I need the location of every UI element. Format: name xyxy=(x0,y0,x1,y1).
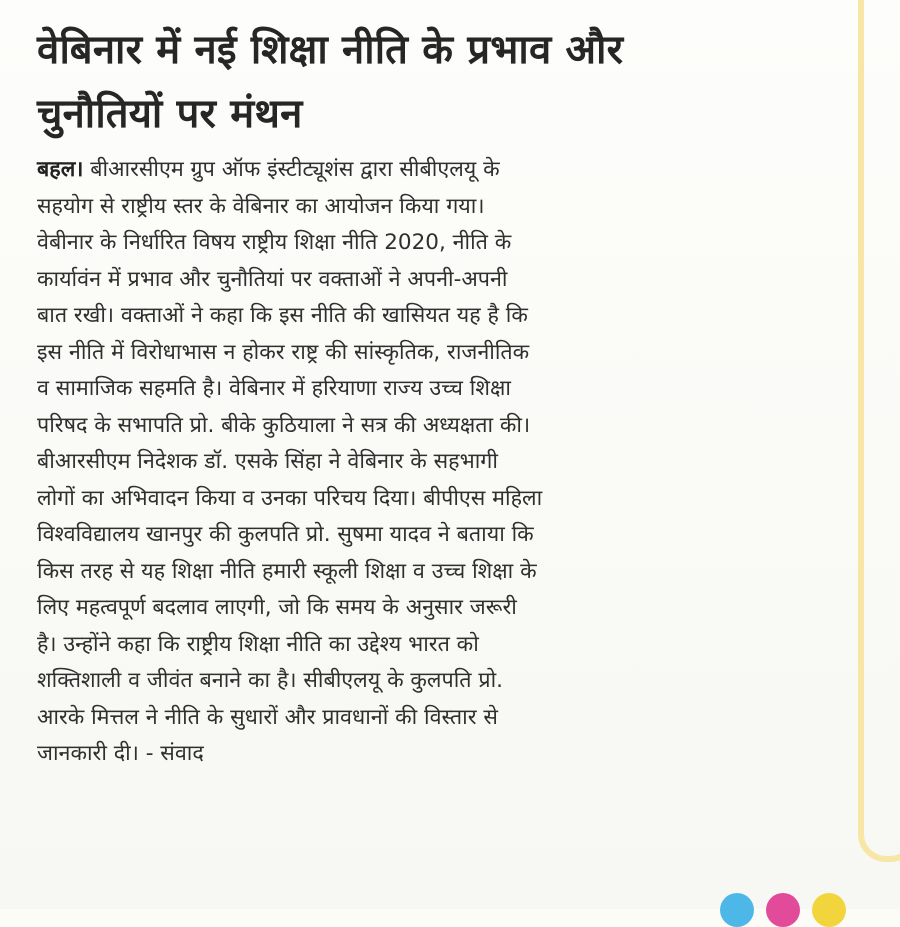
body-line-10: लोगों का अभिवादन किया व उनका परिचय दिया। बीपीएस महिला xyxy=(37,485,543,511)
body-line-6: इस नीति में विरोधाभास न होकर राष्ट्र की सांस्कृतिक, राजनीतिक xyxy=(37,339,530,365)
body-line-14: है। उन्होंने कहा कि राष्ट्रीय शिक्षा नीति का उद्देश्य भारत को xyxy=(37,631,479,657)
body-line-4: कार्यावंन में प्रभाव और चुनौतियां पर वक्ताओं ने अपनी-अपनी xyxy=(37,266,508,292)
body-line-17: जानकारी दी। - संवाद xyxy=(37,741,204,766)
body-line-11: विश्वविद्यालय खानपुर की कुलपति प्रो. सुषमा यादव ने बताया कि xyxy=(37,522,534,547)
body-line-7: व सामाजिक सहमति है। वेबिनार में हरियाणा राज्य उच्च शिक्षा xyxy=(37,376,511,401)
magenta-dot xyxy=(766,893,800,927)
body-line-13: लिए महत्वपूर्ण बदलाव लाएगी, जो कि समय के अनुसार जरूरी xyxy=(37,595,517,620)
body-line-3: वेबीनार के निर्धारित विषय राष्ट्रीय शिक्षा नीति 2020, नीति के xyxy=(37,230,512,255)
body-line-1 xyxy=(37,152,849,189)
body-line-8: परिषद के सभापति प्रो. बीके कुठियाला ने सत्र की अध्यक्षता की। xyxy=(37,412,531,438)
body-line-9: बीआरसीएम निदेशक डॉ. एसके सिंहा ने वेबिनार के सहभागी xyxy=(37,449,498,474)
dateline: बहल। xyxy=(37,157,84,182)
article-body xyxy=(37,152,849,773)
headline-line-1: वेबिनार में नई शिक्षा नीति के प्रभाव और xyxy=(37,27,624,73)
print-registration-dots xyxy=(720,887,890,927)
cyan-dot xyxy=(720,893,754,927)
article-headline xyxy=(37,18,849,146)
headline-line-2: चुनौतियों पर मंथन xyxy=(37,91,303,137)
yellow-dot xyxy=(812,893,846,927)
body-line-16: आरके मित्तल ने नीति के सुधारों और प्रावधानों की विस्तार से xyxy=(37,704,498,730)
body-line-12: किस तरह से यह शिक्षा नीति हमारी स्कूली शिक्षा व उच्च शिक्षा के xyxy=(37,558,537,584)
yellow-page-edge xyxy=(858,0,900,862)
body-line-1-text: बीआरसीएम ग्रुप ऑफ इंस्टीट्यूशंस द्वारा सीबीएलयू के xyxy=(83,157,500,182)
body-line-15: शक्तिशाली व जीवंत बनाने का है। सीबीएलयू के कुलपति प्रो. xyxy=(37,668,504,693)
body-line-2: सहयोग से राष्ट्रीय स्तर के वेबिनार का आयोजन किया गया। xyxy=(37,193,485,219)
news-article xyxy=(37,18,849,773)
body-line-5: बात रखी। वक्ताओं ने कहा कि इस नीति की खासियत यह है कि xyxy=(37,303,528,328)
